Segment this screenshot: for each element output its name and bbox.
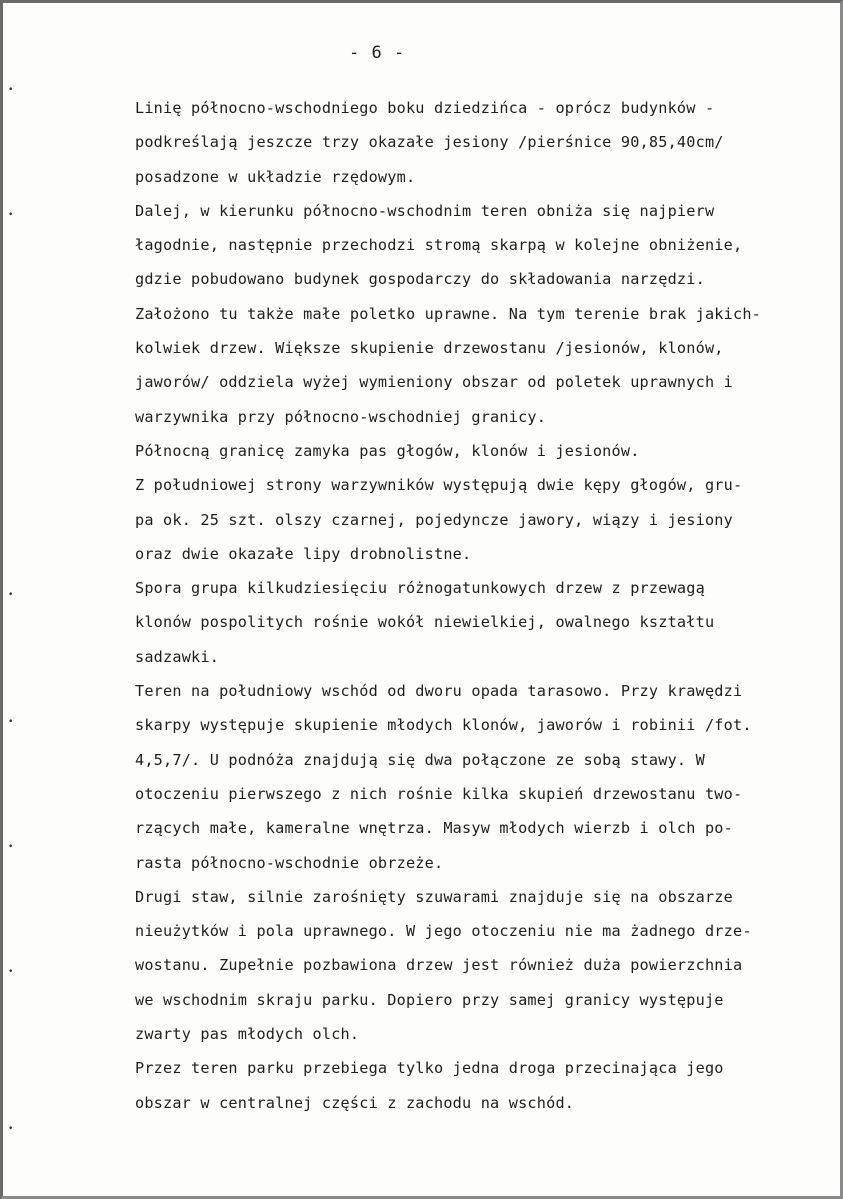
- text-line: Założono tu także małe poletko uprawne. Na tym terenie brak jakich-: [135, 304, 762, 323]
- text-line: obszar w centralnej części z zachodu na wschód.: [135, 1093, 575, 1112]
- text-line: we wschodnim skraju parku. Dopiero przy samej granicy występuje: [135, 990, 724, 1009]
- text-line: Dalej, w kierunku północno-wschodnim teren obniża się najpierw: [135, 201, 715, 220]
- text-line: oraz dwie okazałe lipy drobnolistne.: [135, 544, 472, 563]
- margin-mark: •: [8, 85, 14, 95]
- text-line: wostanu. Zupełnie pozbawiona drzew jest również duża powierzchnia: [135, 956, 743, 975]
- text-line: kolwiek drzew. Większe skupienie drzewostanu /jesionów, klonów,: [135, 339, 724, 358]
- margin-mark: •: [8, 590, 14, 600]
- text-line: 4,5,7/. U podnóża znajdują się dwa połączone ze sobą stawy. W: [135, 750, 705, 769]
- text-line: Linię północno-wschodniego boku dziedzińca - oprócz budynków -: [135, 99, 715, 117]
- text-line: Północną granicę zamyka pas głogów, klonów i jesionów.: [135, 441, 640, 460]
- text-line: łagodnie, następnie przechodzi stromą skarpą w kolejne obniżenie,: [135, 236, 743, 255]
- text-line: Drugi staw, silnie zarośnięty szuwarami znajduje się na obszarze: [135, 887, 733, 906]
- text-line: otoczeniu pierwszego z nich rośnie kilka skupień drzewostanu two-: [135, 784, 743, 803]
- text-line: gdzie pobudowano budynek gospodarczy do składowania narzędzi.: [135, 270, 705, 289]
- margin-mark: •: [8, 717, 14, 727]
- text-line: sadzawki.: [135, 647, 220, 666]
- text-line: Teren na południowy wschód od dworu opada tarasowo. Przy krawędzi: [135, 682, 743, 701]
- margin-mark: •: [8, 210, 14, 220]
- text-line: rasta północno-wschodnie obrzeże.: [135, 853, 444, 872]
- margin-mark: •: [8, 967, 14, 977]
- text-line: zwarty pas młodych olch.: [135, 1025, 360, 1044]
- text-line: skarpy występuje skupienie młodych klonów, jaworów i robinii /fot.: [135, 716, 752, 735]
- text-line: Spora grupa kilkudziesięciu różnogatunkowych drzew z przewagą: [135, 579, 705, 598]
- text-line: Z południowej strony warzywników występują dwie kępy głogów, gru-: [135, 476, 743, 495]
- text-line: nieużytków i pola uprawnego. W jego otoczeniu nie ma żadnego drze-: [135, 922, 752, 941]
- text-line: jaworów/ oddziela wyżej wymieniony obszar od poletek uprawnych i: [135, 373, 733, 392]
- page-number: - 6 -: [349, 43, 406, 63]
- text-line: podkreślają jeszcze trzy okazałe jesiony /pierśnice 90,85,40cm/: [135, 133, 724, 152]
- text-line: rzących małe, kameralne wnętrza. Masyw młodych wierzb i olch po-: [135, 819, 733, 838]
- text-line: Przez teren parku przebiega tylko jedna droga przecinająca jego: [135, 1059, 724, 1078]
- text-line: klonów pospolitych rośnie wokół niewielkiej, owalnego kształtu: [135, 613, 715, 632]
- text-line: posadzone w układzie rzędowym.: [135, 167, 416, 186]
- text-line: pa ok. 25 szt. olszy czarnej, pojedyncze jawory, wiązy i jesiony: [135, 510, 733, 529]
- margin-mark: •: [8, 1124, 14, 1134]
- typewritten-body: [135, 91, 835, 1120]
- text-line: warzywnika przy północno-wschodniej granicy.: [135, 407, 547, 426]
- margin-mark: •: [8, 842, 14, 852]
